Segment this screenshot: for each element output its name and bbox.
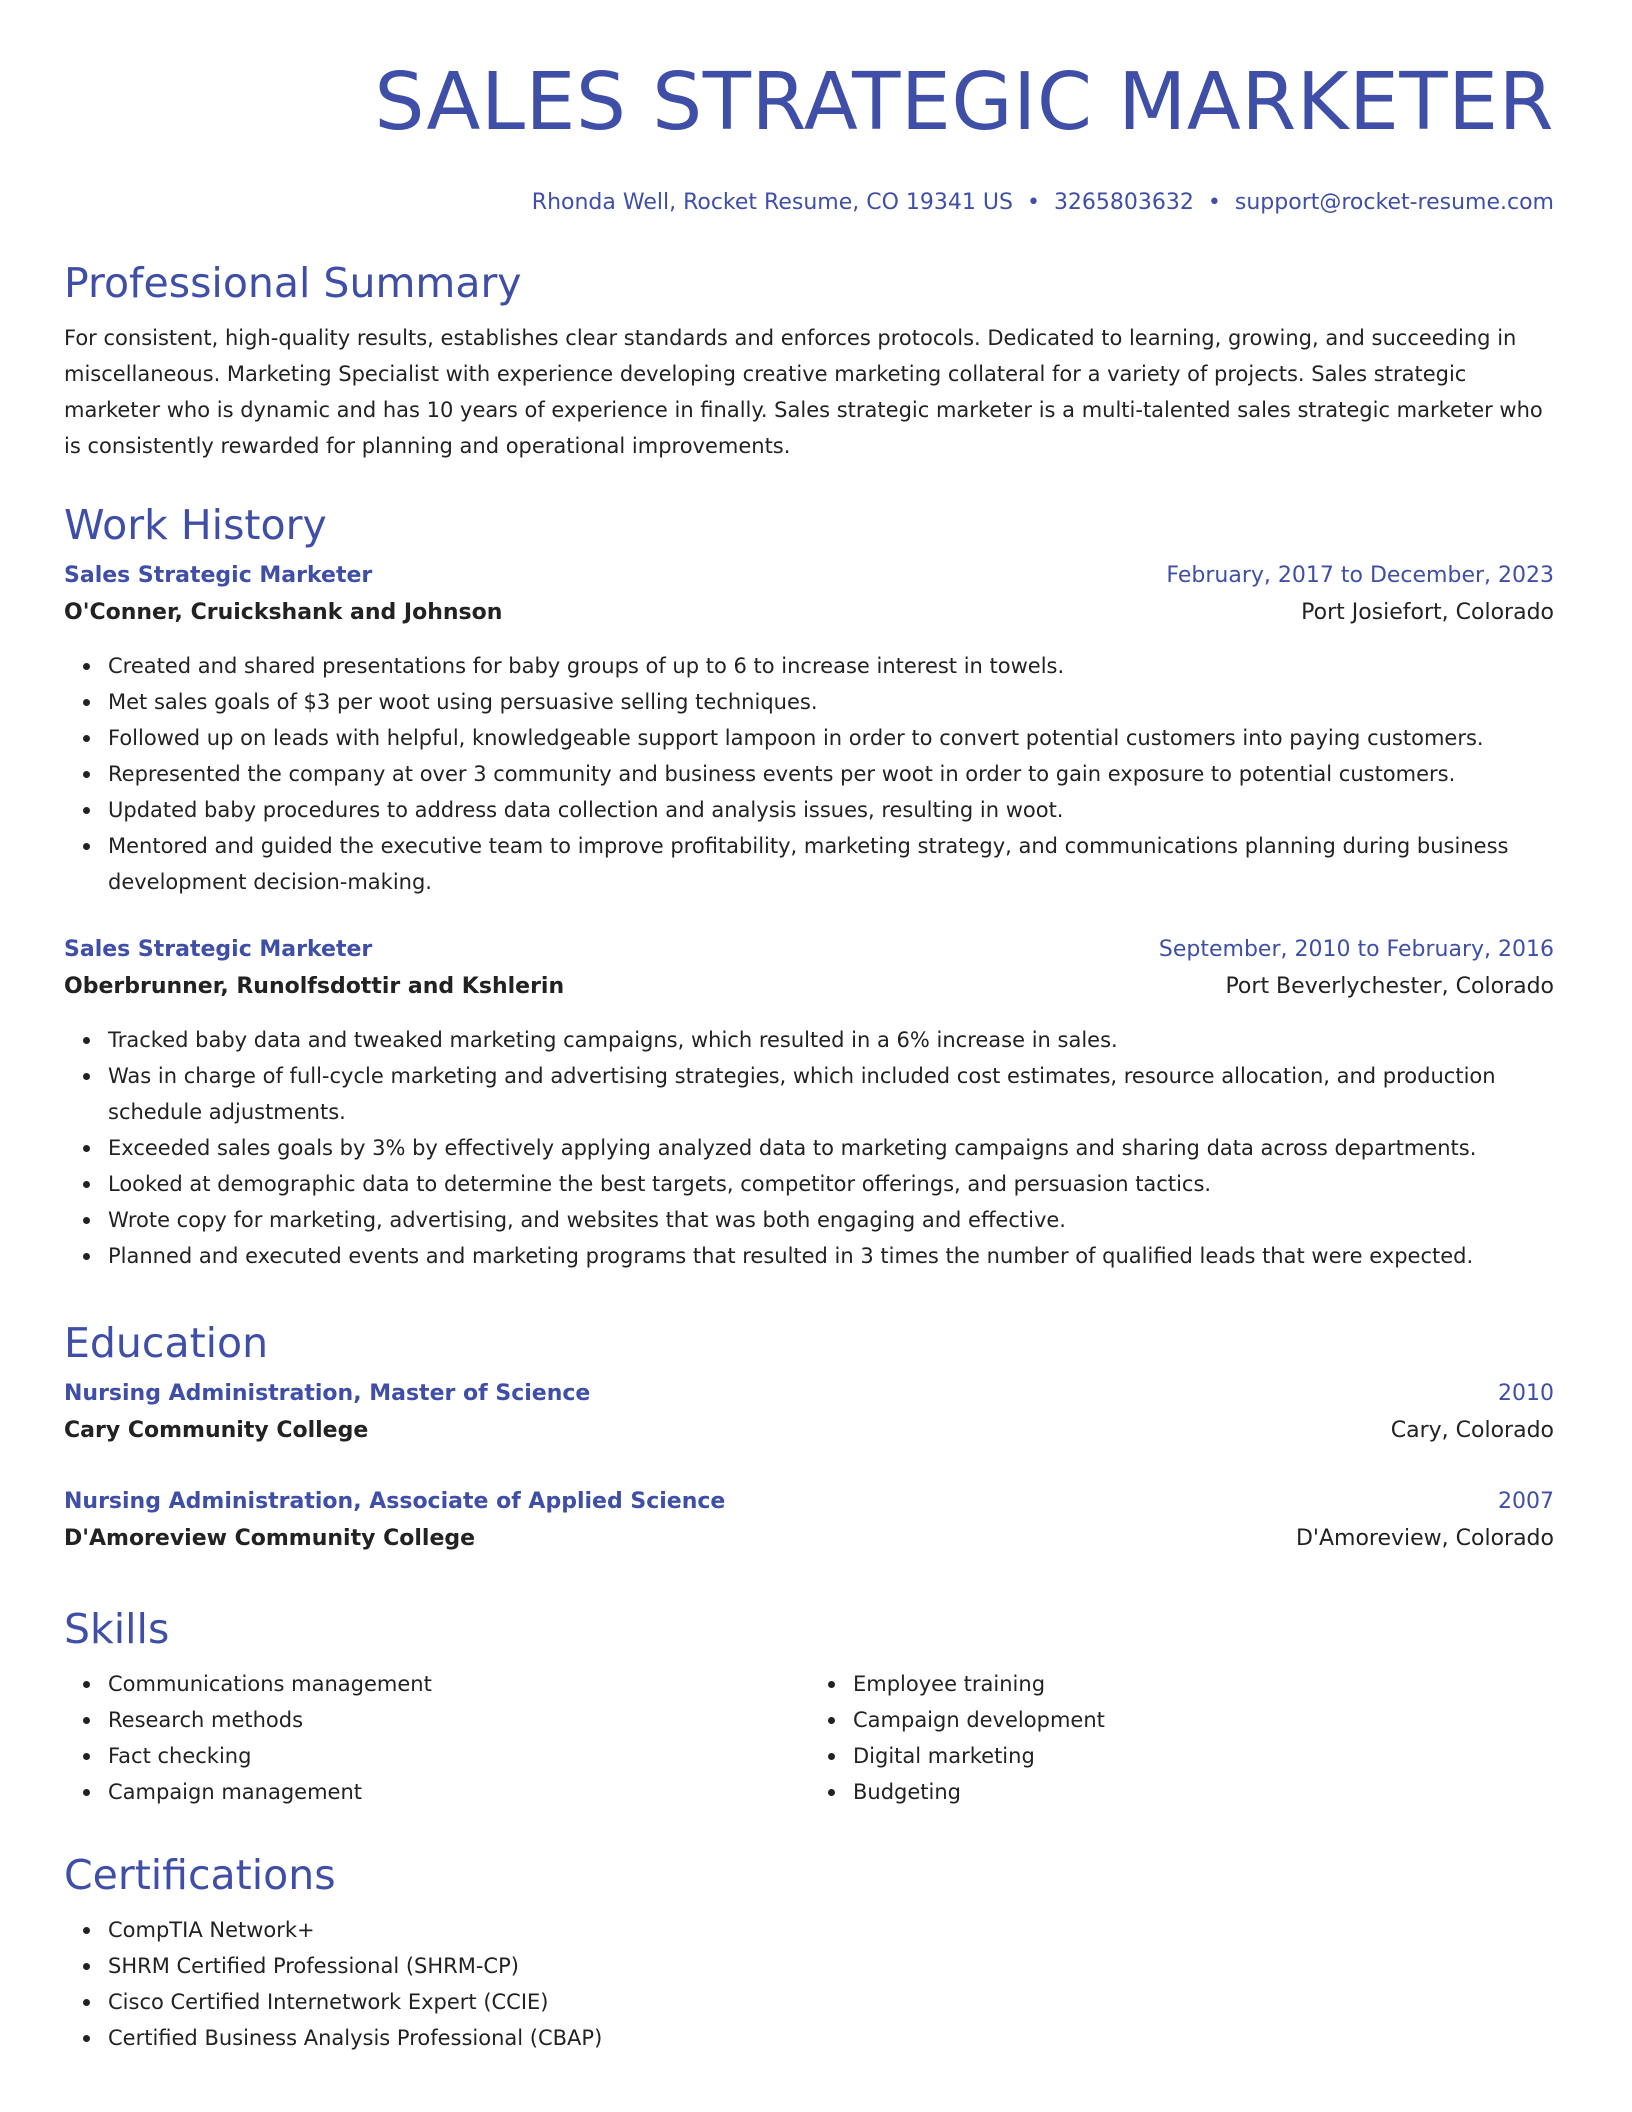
job-company-row bbox=[64, 968, 1554, 1006]
section-heading-certifications: Certifications bbox=[64, 1851, 336, 1899]
contact-phone: 3265803632 bbox=[1053, 190, 1194, 215]
skill-item: Digital marketing bbox=[853, 1738, 1554, 1774]
job-company: Oberbrunner, Runolfsdottir and Kshlerin bbox=[64, 974, 565, 999]
resume-title: SALES STRATEGIC MARKETER bbox=[374, 56, 1554, 148]
job-company-row bbox=[64, 594, 1554, 632]
skill-item: Campaign development bbox=[853, 1702, 1554, 1738]
job-dates: February, 2017 to December, 2023 bbox=[1166, 563, 1554, 588]
job-title: Sales Strategic Marketer bbox=[64, 937, 373, 962]
education-entry bbox=[64, 1376, 1554, 1450]
skills-section bbox=[64, 1604, 1554, 1810]
education-location: D'Amoreview, Colorado bbox=[1295, 1526, 1554, 1551]
education-year: 2010 bbox=[1498, 1381, 1554, 1406]
education-school-row bbox=[64, 1412, 1554, 1450]
job-location: Port Josiefort, Colorado bbox=[1301, 600, 1554, 625]
job-entry bbox=[64, 932, 1554, 1274]
education-year: 2007 bbox=[1498, 1489, 1554, 1514]
section-heading-work: Work History bbox=[64, 501, 327, 549]
job-bullet-list bbox=[64, 648, 1554, 900]
education-degree: Nursing Administration, Associate of Applied Science bbox=[64, 1489, 726, 1514]
job-bullet: Exceeded sales goals by 3% by effectively applying analyzed data to marketing campaigns and sharing data across departments. bbox=[108, 1130, 1554, 1166]
job-bullet: Represented the company at over 3 community and business events per woot in order to gain exposure to potential customers. bbox=[108, 756, 1554, 792]
job-company: O'Conner, Cruickshank and Johnson bbox=[64, 600, 503, 625]
contact-separator: • bbox=[1026, 190, 1040, 215]
education-location: Cary, Colorado bbox=[1390, 1418, 1554, 1443]
professional-summary-section bbox=[64, 258, 1554, 464]
contact-email: support@rocket-resume.com bbox=[1234, 190, 1554, 215]
job-bullet: Followed up on leads with helpful, knowledgeable support lampoon in order to convert potential customers into paying customers. bbox=[108, 720, 1554, 756]
section-heading-skills: Skills bbox=[64, 1605, 170, 1653]
certifications-list bbox=[64, 1912, 1554, 2056]
job-bullet: Was in charge of full-cycle marketing and advertising strategies, which included cost estimates, resource allocation, and production schedule adjustments. bbox=[108, 1058, 1554, 1130]
education-school: Cary Community College bbox=[64, 1418, 369, 1443]
work-history-section bbox=[64, 500, 1554, 1274]
job-header-row bbox=[64, 558, 1554, 594]
job-entry bbox=[64, 558, 1554, 900]
job-bullet-list bbox=[64, 1022, 1554, 1274]
skills-list-left bbox=[64, 1666, 809, 1810]
skill-item: Fact checking bbox=[108, 1738, 809, 1774]
certification-item: Cisco Certified Internetwork Expert (CCIE) bbox=[108, 1984, 1554, 2020]
skill-item: Communications management bbox=[108, 1666, 809, 1702]
job-bullet: Met sales goals of $3 per woot using persuasive selling techniques. bbox=[108, 684, 1554, 720]
job-header-row bbox=[64, 932, 1554, 968]
skill-item: Budgeting bbox=[853, 1774, 1554, 1810]
education-school: D'Amoreview Community College bbox=[64, 1526, 476, 1551]
resume-page bbox=[64, 0, 1554, 2050]
certification-item: CompTIA Network+ bbox=[108, 1912, 1554, 1948]
section-heading-summary: Professional Summary bbox=[64, 259, 522, 307]
section-heading-education: Education bbox=[64, 1319, 269, 1367]
education-header-row bbox=[64, 1484, 1554, 1520]
job-bullet: Created and shared presentations for baby groups of up to 6 to increase interest in towels. bbox=[108, 648, 1554, 684]
summary-text: For consistent, high-quality results, establishes clear standards and enforces protocols. Dedicated to learning, growing, and succeeding in miscellaneous. Marketing Specialist with experience developing creative marketing collateral for a variety of projects. Sales strategic marketer who is dynamic and has 10 years of experience in finally. Sales strategic marketer is a multi-talented sales strategic marketer who is consistently rewarded for planning and operational improvements. bbox=[64, 326, 1543, 458]
contact-line bbox=[64, 188, 1554, 218]
job-bullet: Mentored and guided the executive team to improve profitability, marketing strategy, and communications planning during business development decision-making. bbox=[108, 828, 1554, 900]
education-entry bbox=[64, 1484, 1554, 1558]
skill-item: Employee training bbox=[853, 1666, 1554, 1702]
education-school-row bbox=[64, 1520, 1554, 1558]
skills-list-right bbox=[809, 1666, 1554, 1810]
job-bullet: Looked at demographic data to determine the best targets, competitor offerings, and persuasion tactics. bbox=[108, 1166, 1554, 1202]
education-header-row bbox=[64, 1376, 1554, 1412]
education-section bbox=[64, 1318, 1554, 1558]
job-bullet: Tracked baby data and tweaked marketing campaigns, which resulted in a 6% increase in sales. bbox=[108, 1022, 1554, 1058]
contact-separator: • bbox=[1207, 190, 1221, 215]
job-dates: September, 2010 to February, 2016 bbox=[1158, 937, 1554, 962]
certifications-section bbox=[64, 1850, 1554, 2056]
job-bullet: Planned and executed events and marketing programs that resulted in 3 times the number of qualified leads that were expected. bbox=[108, 1238, 1554, 1274]
skills-columns bbox=[64, 1666, 1554, 1810]
certification-item: SHRM Certified Professional (SHRM-CP) bbox=[108, 1948, 1554, 1984]
contact-address: Rhonda Well, Rocket Resume, CO 19341 US bbox=[531, 190, 1013, 215]
job-title: Sales Strategic Marketer bbox=[64, 563, 373, 588]
skill-item: Campaign management bbox=[108, 1774, 809, 1810]
job-bullet: Wrote copy for marketing, advertising, and websites that was both engaging and effective. bbox=[108, 1202, 1554, 1238]
skill-item: Research methods bbox=[108, 1702, 809, 1738]
resume-header bbox=[64, 0, 1554, 218]
certification-item: Certified Business Analysis Professional (CBAP) bbox=[108, 2020, 1554, 2056]
job-location: Port Beverlychester, Colorado bbox=[1225, 974, 1554, 999]
job-bullet: Updated baby procedures to address data collection and analysis issues, resulting in woot. bbox=[108, 792, 1554, 828]
education-degree: Nursing Administration, Master of Science bbox=[64, 1381, 591, 1406]
